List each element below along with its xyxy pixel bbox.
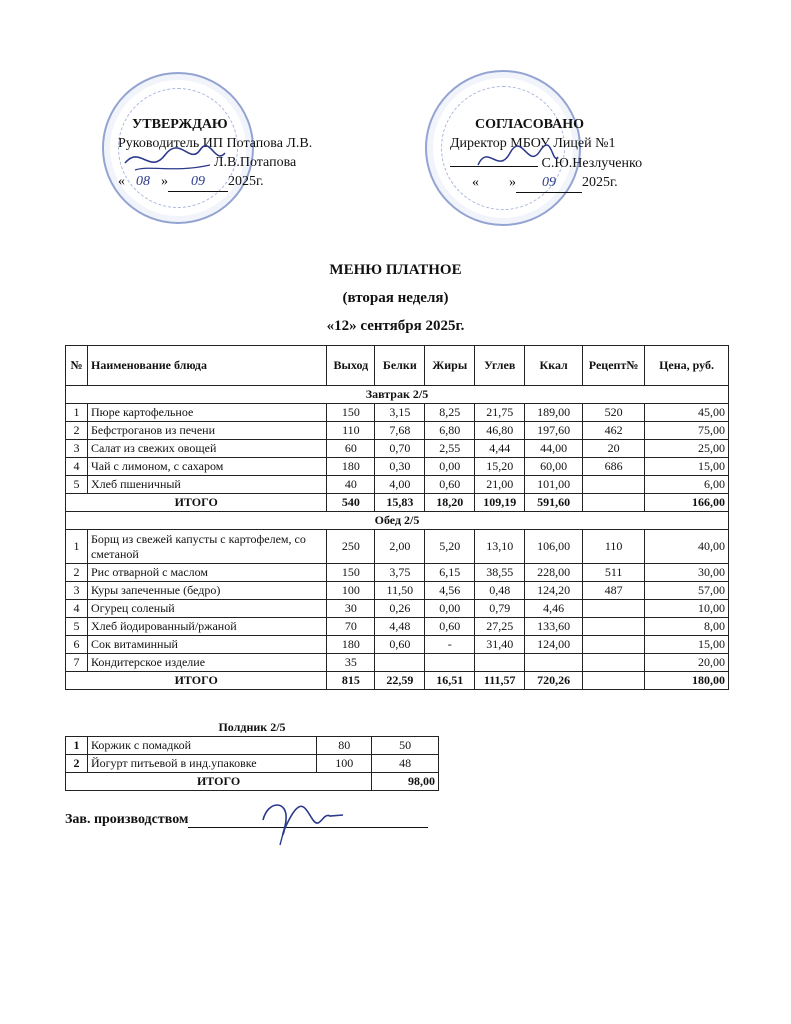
- cell-yield: 100: [327, 582, 375, 600]
- footer-signature-line: [65, 812, 428, 828]
- col-yield: Выход: [327, 346, 375, 386]
- cell-kcal: 124,00: [525, 636, 583, 654]
- cell-kcal: 133,60: [525, 618, 583, 636]
- cell-protein: 7,68: [375, 422, 425, 440]
- cell-kcal: [525, 654, 583, 672]
- cell-protein: [375, 654, 425, 672]
- cell-recipe: 520: [583, 404, 645, 422]
- cell-protein: 0,70: [375, 440, 425, 458]
- cell-fat: 2,55: [425, 440, 475, 458]
- cell-fat: 0,60: [425, 618, 475, 636]
- cell-dish: Бефстроганов из печени: [87, 422, 326, 440]
- cell-price: 15,00: [645, 458, 729, 476]
- cell-dish: Рис отварной с маслом: [87, 564, 326, 582]
- date-year: 2025г.: [582, 175, 618, 190]
- cell-protein: 0,30: [375, 458, 425, 476]
- col-price: Цена, руб.: [645, 346, 729, 386]
- cell-number: 1: [66, 404, 88, 422]
- cell-price: 20,00: [645, 654, 729, 672]
- col-recipe: Рецепт№: [583, 346, 645, 386]
- cell-dish: Чай с лимоном, с сахаром: [87, 458, 326, 476]
- cell-price: 40,00: [645, 530, 729, 564]
- cell-carbs: 27,25: [475, 618, 525, 636]
- cell-yield: 100: [317, 755, 372, 773]
- table-row: [66, 654, 729, 672]
- cell-price: 8,00: [645, 618, 729, 636]
- footer-label: Зав. производством: [65, 812, 189, 827]
- cell-protein: 4,00: [375, 476, 425, 494]
- cell-yield: 250: [327, 530, 375, 564]
- cell-kcal: 101,00: [525, 476, 583, 494]
- cell-number: 1: [66, 737, 88, 755]
- table-row: [66, 404, 729, 422]
- section-row-breakfast: [66, 386, 729, 404]
- cell-fat: 0,00: [425, 458, 475, 476]
- col-dish: Наименование блюда: [87, 346, 326, 386]
- cell-protein: 11,50: [375, 582, 425, 600]
- cell-price: 10,00: [645, 600, 729, 618]
- signature-footer: [258, 790, 348, 850]
- table-row: [66, 422, 729, 440]
- snack-table: [65, 719, 439, 791]
- table-row: [66, 440, 729, 458]
- cell-recipe: 686: [583, 458, 645, 476]
- table-row: [66, 755, 439, 773]
- agreed-heading: СОГЛАСОВАНО: [475, 117, 584, 132]
- cell-dish: Огурец соленый: [87, 600, 326, 618]
- cell-carbs: 0,48: [475, 582, 525, 600]
- cell-number: 3: [66, 440, 88, 458]
- cell-kcal: 197,60: [525, 422, 583, 440]
- cell-kcal: 228,00: [525, 564, 583, 582]
- cell-protein: 0,60: [375, 636, 425, 654]
- total-row-breakfast: [66, 494, 729, 512]
- cell-number: 5: [66, 476, 88, 494]
- quote-open: «: [118, 174, 125, 189]
- menu-table: [65, 345, 729, 690]
- table-row: [66, 737, 439, 755]
- cell-protein: 3,15: [375, 404, 425, 422]
- cell-recipe: 20: [583, 440, 645, 458]
- cell-recipe: [583, 600, 645, 618]
- cell-fat: 0,00: [425, 600, 475, 618]
- cell-dish: Хлеб йодированный/ржаной: [87, 618, 326, 636]
- cell-dish: Борщ из свежей капусты с картофелем, со сметаной: [87, 530, 326, 564]
- cell-recipe: 462: [583, 422, 645, 440]
- quote-close: »: [161, 174, 168, 189]
- table-header-row: [66, 346, 729, 386]
- cell-number: 2: [66, 422, 88, 440]
- cell-value: 50: [372, 737, 439, 755]
- signature-right: [470, 135, 560, 185]
- cell-recipe: [583, 476, 645, 494]
- section-label: Обед 2/5: [66, 512, 729, 530]
- cell-carbs: 38,55: [475, 564, 525, 582]
- total-cell-price: 166,00: [645, 494, 729, 512]
- cell-dish: Коржик с помадкой: [87, 737, 316, 755]
- cell-yield: 110: [327, 422, 375, 440]
- agreed-line-position: Директор МБОУ Лицей №1: [450, 136, 616, 151]
- cell-dish: Хлеб пшеничный: [87, 476, 326, 494]
- cell-price: 45,00: [645, 404, 729, 422]
- cell-recipe: [583, 654, 645, 672]
- total-cell-kcal: 591,60: [525, 494, 583, 512]
- cell-number: 2: [66, 755, 88, 773]
- cell-kcal: 60,00: [525, 458, 583, 476]
- cell-number: 2: [66, 564, 88, 582]
- total-cell-fat: 18,20: [425, 494, 475, 512]
- cell-carbs: 15,20: [475, 458, 525, 476]
- menu-title: МЕНЮ ПЛАТНОЕ: [329, 262, 462, 278]
- table-row: [66, 530, 729, 564]
- cell-dish: Сок витаминный: [87, 636, 326, 654]
- table-row: [66, 600, 729, 618]
- quote-close: »: [509, 175, 516, 190]
- cell-recipe: [583, 618, 645, 636]
- cell-value: 48: [372, 755, 439, 773]
- cell-carbs: 21,75: [475, 404, 525, 422]
- date-year: 2025г.: [228, 174, 264, 189]
- total-label: ИТОГО: [66, 494, 327, 512]
- cell-yield: 35: [327, 654, 375, 672]
- table-row: [66, 458, 729, 476]
- total-row-snack: [66, 773, 439, 791]
- cell-fat: 6,80: [425, 422, 475, 440]
- table-row: [66, 564, 729, 582]
- date-month-handwritten: 09: [516, 173, 582, 193]
- total-cell-protein: 22,59: [375, 672, 425, 690]
- cell-dish: Пюре картофельное: [87, 404, 326, 422]
- cell-number: 1: [66, 530, 88, 564]
- total-cell-recipe: [583, 494, 645, 512]
- cell-number: 7: [66, 654, 88, 672]
- cell-carbs: 21,00: [475, 476, 525, 494]
- col-carbs: Углев: [475, 346, 525, 386]
- total-row-lunch: [66, 672, 729, 690]
- cell-protein: 0,26: [375, 600, 425, 618]
- cell-kcal: 106,00: [525, 530, 583, 564]
- quote-open: «: [472, 175, 479, 190]
- total-cell-recipe: [583, 672, 645, 690]
- total-cell-carbs: 109,19: [475, 494, 525, 512]
- cell-price: 57,00: [645, 582, 729, 600]
- cell-number: 4: [66, 600, 88, 618]
- agreed-name-text: С.Ю.Незлученко: [541, 156, 643, 171]
- cell-yield: 150: [327, 404, 375, 422]
- cell-yield: 70: [327, 618, 375, 636]
- cell-number: 3: [66, 582, 88, 600]
- cell-recipe: 487: [583, 582, 645, 600]
- cell-price: 25,00: [645, 440, 729, 458]
- total-label: ИТОГО: [66, 773, 372, 791]
- cell-fat: 4,56: [425, 582, 475, 600]
- cell-recipe: 110: [583, 530, 645, 564]
- approval-name-text: Л.В.Потапова: [214, 155, 297, 170]
- signature-left: [120, 135, 230, 185]
- total-cell-yield: 540: [327, 494, 375, 512]
- cell-fat: [425, 654, 475, 672]
- menu-date: «12» сентября 2025г.: [326, 318, 465, 334]
- cell-fat: 5,20: [425, 530, 475, 564]
- cell-fat: 6,15: [425, 564, 475, 582]
- date-month-handwritten: 09: [168, 172, 228, 192]
- section-row-snack: [66, 719, 439, 737]
- cell-dish: Салат из свежих овощей: [87, 440, 326, 458]
- cell-carbs: 0,79: [475, 600, 525, 618]
- menu-subtitle: (вторая неделя): [342, 290, 449, 306]
- cell-yield: 40: [327, 476, 375, 494]
- total-cell-fat: 16,51: [425, 672, 475, 690]
- table-row: [66, 476, 729, 494]
- cell-number: 4: [66, 458, 88, 476]
- date-day-handwritten: 08: [136, 174, 150, 189]
- cell-dish: Йогурт питьевой в инд.упаковке: [87, 755, 316, 773]
- cell-carbs: [475, 654, 525, 672]
- cell-dish: Куры запеченные (бедро): [87, 582, 326, 600]
- cell-carbs: 46,80: [475, 422, 525, 440]
- cell-recipe: 511: [583, 564, 645, 582]
- cell-price: 15,00: [645, 636, 729, 654]
- section-label: Завтрак 2/5: [66, 386, 729, 404]
- cell-carbs: 31,40: [475, 636, 525, 654]
- cell-number: 6: [66, 636, 88, 654]
- table-row: [66, 636, 729, 654]
- cell-protein: 3,75: [375, 564, 425, 582]
- cell-dish: Кондитерское изделие: [87, 654, 326, 672]
- cell-protein: 4,48: [375, 618, 425, 636]
- cell-yield: 80: [317, 737, 372, 755]
- col-number: №: [66, 346, 88, 386]
- cell-yield: 180: [327, 636, 375, 654]
- cell-kcal: 44,00: [525, 440, 583, 458]
- cell-yield: 30: [327, 600, 375, 618]
- total-price: 98,00: [372, 773, 439, 791]
- cell-carbs: 4,44: [475, 440, 525, 458]
- total-cell-protein: 15,83: [375, 494, 425, 512]
- cell-price: 30,00: [645, 564, 729, 582]
- col-fat: Жиры: [425, 346, 475, 386]
- cell-fat: 0,60: [425, 476, 475, 494]
- cell-recipe: [583, 636, 645, 654]
- cell-kcal: 4,46: [525, 600, 583, 618]
- section-label: Полдник 2/5: [218, 720, 286, 734]
- table-row: [66, 582, 729, 600]
- approval-line-position: Руководитель ИП Потапова Л.В.: [118, 136, 313, 151]
- approval-heading: УТВЕРЖДАЮ: [132, 117, 228, 132]
- cell-protein: 2,00: [375, 530, 425, 564]
- total-cell-kcal: 720,26: [525, 672, 583, 690]
- cell-yield: 180: [327, 458, 375, 476]
- cell-kcal: 124,20: [525, 582, 583, 600]
- cell-yield: 150: [327, 564, 375, 582]
- cell-carbs: 13,10: [475, 530, 525, 564]
- cell-price: 6,00: [645, 476, 729, 494]
- cell-kcal: 189,00: [525, 404, 583, 422]
- total-cell-price: 180,00: [645, 672, 729, 690]
- table-row: [66, 618, 729, 636]
- cell-fat: -: [425, 636, 475, 654]
- cell-yield: 60: [327, 440, 375, 458]
- cell-price: 75,00: [645, 422, 729, 440]
- col-kcal: Ккал: [525, 346, 583, 386]
- total-cell-yield: 815: [327, 672, 375, 690]
- col-protein: Белки: [375, 346, 425, 386]
- cell-number: 5: [66, 618, 88, 636]
- section-row-lunch: [66, 512, 729, 530]
- cell-fat: 8,25: [425, 404, 475, 422]
- total-label: ИТОГО: [66, 672, 327, 690]
- total-cell-carbs: 111,57: [475, 672, 525, 690]
